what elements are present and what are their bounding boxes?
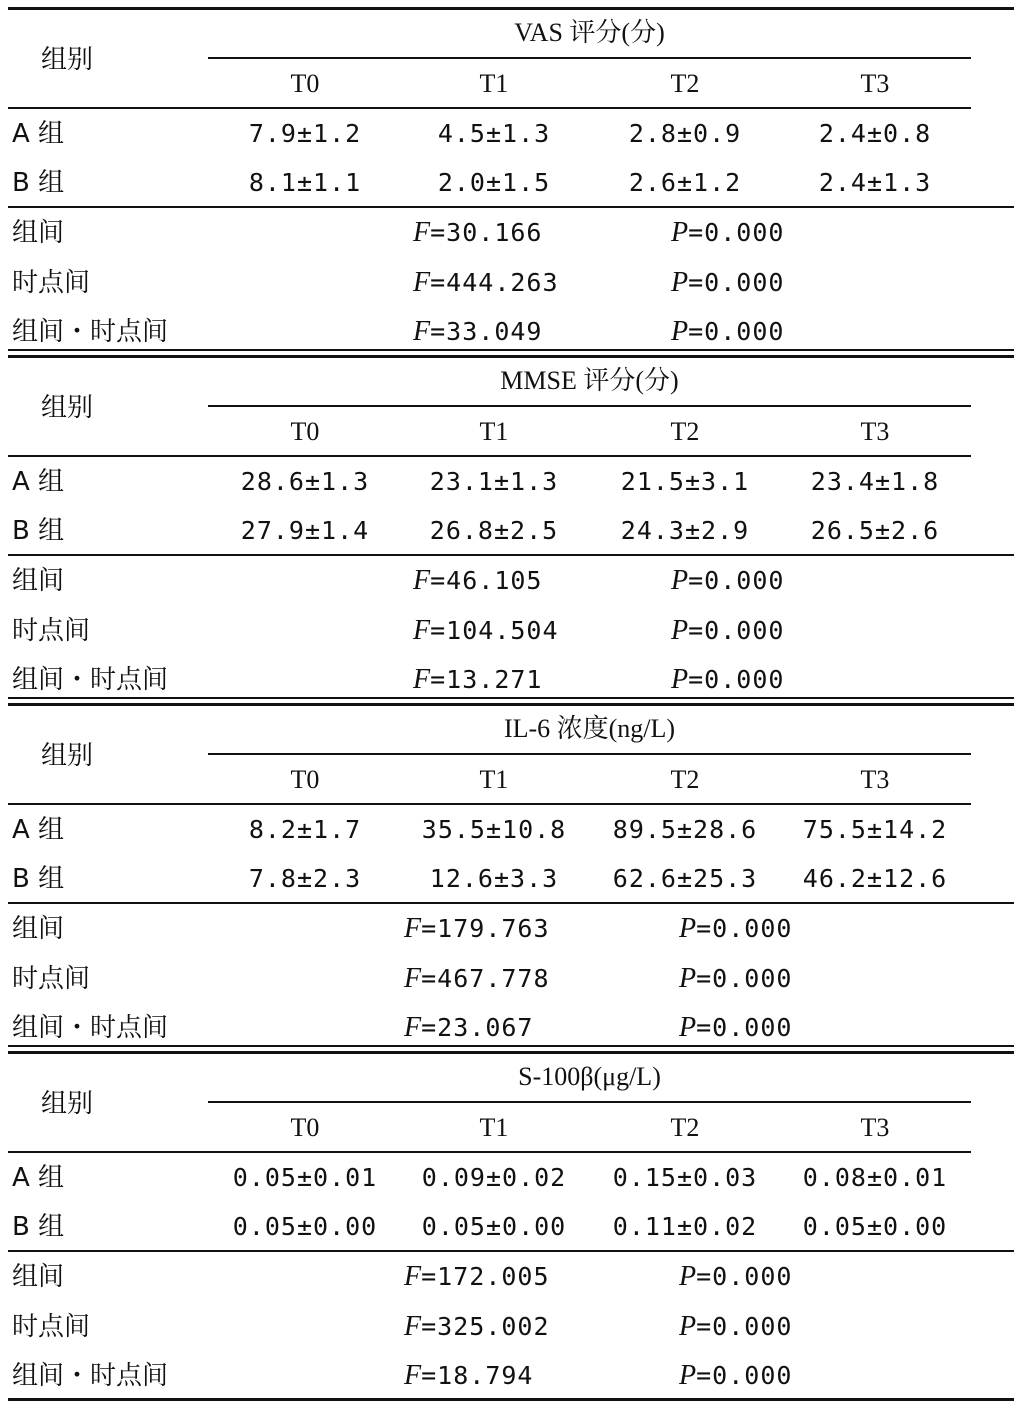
p-symbol: P [671,316,689,347]
group-a-t2: 21.5±3.1 [620,467,750,496]
group-b-t2: 2.6±1.2 [628,168,742,197]
bottom-rule [8,1398,1014,1401]
f-symbol: F [413,565,431,596]
group-b-t0: 7.8±2.3 [248,864,362,893]
p-symbol: P [671,267,689,298]
p-value: =0.000 [696,1262,793,1291]
interaction-label: 组间・时点间 [12,665,169,695]
between-label: 组间 [12,566,65,596]
group-a-t1: 0.09±0.02 [421,1163,567,1192]
f-value: =33.049 [430,317,543,346]
col-t3: T3 [860,1113,890,1142]
group-b-t1: 0.05±0.00 [421,1212,567,1241]
col-t1: T1 [479,417,509,446]
p-value: =0.000 [688,665,785,694]
p-value: =0.000 [688,218,785,247]
col-t2: T2 [670,765,700,794]
group-a-t0: 28.6±1.3 [240,467,370,496]
time-f [404,964,550,994]
p-symbol: P [679,913,697,944]
f-symbol: F [413,615,431,646]
p-symbol: P [671,565,689,596]
group-b-label: B 组 [12,516,65,546]
stats-rule [8,1250,1014,1252]
header-rule [208,1101,971,1103]
between-f [404,1262,550,1292]
interaction-p [671,317,784,347]
p-symbol: P [679,1012,697,1043]
between-label: 组间 [12,218,65,248]
f-value: =104.504 [430,616,559,645]
group-a-t0: 0.05±0.01 [232,1163,378,1192]
time-p [671,268,784,298]
group-a-label: A 组 [12,467,65,497]
p-value: =0.000 [696,1013,793,1042]
group-header: 组别 [41,741,94,771]
section-title: MMSE 评分(分) [500,366,679,395]
f-symbol: F [413,267,431,298]
col-t0: T0 [290,69,320,98]
header-rule [208,753,971,755]
header-rule [208,405,971,407]
p-symbol: P [679,1360,697,1391]
group-b-t3: 0.05±0.00 [802,1212,948,1241]
group-a-t1: 35.5±10.8 [421,815,567,844]
time-f [413,616,559,646]
table-section [8,7,1014,355]
group-b-t3: 46.2±12.6 [802,864,948,893]
interaction-p [679,1013,792,1043]
col-t2: T2 [670,1113,700,1142]
group-a-t1: 23.1±1.3 [429,467,559,496]
p-value: =0.000 [696,914,793,943]
top-rule [8,7,1014,10]
time-label: 时点间 [12,616,91,646]
f-value: =30.166 [430,218,543,247]
section-title: VAS 评分(分) [514,18,665,47]
time-label: 时点间 [12,1312,91,1342]
between-f [404,914,550,944]
column-rule [8,1151,971,1153]
group-a-t2: 0.15±0.03 [612,1163,758,1192]
between-label: 组间 [12,1262,65,1292]
f-symbol: F [404,1311,422,1342]
table-section [8,355,1014,703]
interaction-f [413,665,542,695]
f-symbol: F [413,217,431,248]
col-t3: T3 [860,765,890,794]
p-value: =0.000 [688,268,785,297]
group-a-t3: 0.08±0.01 [802,1163,948,1192]
f-value: =467.778 [421,964,550,993]
column-rule [8,803,971,805]
group-a-t1: 4.5±1.3 [437,119,551,148]
f-value: =46.105 [430,566,543,595]
p-value: =0.000 [688,616,785,645]
group-b-label: B 组 [12,1212,65,1242]
col-t1: T1 [479,1113,509,1142]
col-t3: T3 [860,69,890,98]
table-section [8,703,1014,1051]
group-a-t2: 89.5±28.6 [612,815,758,844]
p-symbol: P [671,664,689,695]
p-value: =0.000 [688,317,785,346]
group-b-t0: 27.9±1.4 [240,516,370,545]
f-symbol: F [404,913,422,944]
time-p [679,1312,792,1342]
header-rule [208,57,971,59]
group-a-t3: 23.4±1.8 [810,467,940,496]
group-b-t2: 24.3±2.9 [620,516,750,545]
col-t0: T0 [290,765,320,794]
group-b-t3: 26.5±2.6 [810,516,940,545]
f-value: =444.263 [430,268,559,297]
group-b-t1: 2.0±1.5 [437,168,551,197]
section-title: IL-6 浓度(ng/L) [503,714,676,743]
group-header: 组别 [41,393,94,423]
between-p [671,566,784,596]
group-b-t3: 2.4±1.3 [818,168,932,197]
f-value: =325.002 [421,1312,550,1341]
between-f [413,218,542,248]
group-header: 组别 [41,1089,94,1119]
group-b-t2: 62.6±25.3 [612,864,758,893]
p-symbol: P [671,615,689,646]
group-a-t3: 2.4±0.8 [818,119,932,148]
col-t0: T0 [290,417,320,446]
interaction-p [671,665,784,695]
double-rule [8,697,1014,699]
interaction-p [679,1361,792,1391]
col-t2: T2 [670,69,700,98]
between-label: 组间 [12,914,65,944]
group-a-label: A 组 [12,815,65,845]
f-symbol: F [413,316,431,347]
p-value: =0.000 [696,1361,793,1390]
group-a-label: A 组 [12,1163,65,1193]
between-p [679,914,792,944]
interaction-f [404,1361,533,1391]
top-rule [8,1051,1014,1054]
f-symbol: F [404,1360,422,1391]
between-p [671,218,784,248]
group-a-t0: 7.9±1.2 [248,119,362,148]
p-symbol: P [671,217,689,248]
f-symbol: F [413,664,431,695]
p-symbol: P [679,1311,697,1342]
f-symbol: F [404,1261,422,1292]
time-label: 时点间 [12,268,91,298]
stats-rule [8,206,1014,208]
section-title: S-100β(μg/L) [518,1062,661,1091]
col-t1: T1 [479,69,509,98]
group-header: 组别 [41,45,94,75]
f-value: =18.794 [421,1361,534,1390]
col-t1: T1 [479,765,509,794]
stats-rule [8,554,1014,556]
f-symbol: F [404,1012,422,1043]
table-section [8,1051,1014,1399]
top-rule [8,703,1014,706]
interaction-f [413,317,542,347]
double-rule [8,1045,1014,1047]
time-f [404,1312,550,1342]
col-t2: T2 [670,417,700,446]
interaction-label: 组间・时点间 [12,317,169,347]
column-rule [8,455,971,457]
interaction-label: 组间・时点间 [12,1013,169,1043]
time-p [679,964,792,994]
f-value: =23.067 [421,1013,534,1042]
group-a-label: A 组 [12,119,65,149]
group-b-t2: 0.11±0.02 [612,1212,758,1241]
group-b-label: B 组 [12,864,65,894]
group-b-t1: 26.8±2.5 [429,516,559,545]
time-f [413,268,559,298]
group-b-t1: 12.6±3.3 [429,864,559,893]
stats-rule [8,902,1014,904]
group-a-t2: 2.8±0.9 [628,119,742,148]
p-value: =0.000 [696,964,793,993]
interaction-f [404,1013,533,1043]
f-value: =13.271 [430,665,543,694]
p-value: =0.000 [688,566,785,595]
p-value: =0.000 [696,1312,793,1341]
f-value: =179.763 [421,914,550,943]
double-rule [8,349,1014,351]
f-value: =172.005 [421,1262,550,1291]
top-rule [8,355,1014,358]
time-p [671,616,784,646]
p-symbol: P [679,1261,697,1292]
between-f [413,566,542,596]
time-label: 时点间 [12,964,91,994]
group-b-t0: 8.1±1.1 [248,168,362,197]
column-rule [8,107,971,109]
p-symbol: P [679,963,697,994]
interaction-label: 组间・时点间 [12,1361,169,1391]
group-a-t0: 8.2±1.7 [248,815,362,844]
f-symbol: F [404,963,422,994]
col-t3: T3 [860,417,890,446]
group-b-label: B 组 [12,168,65,198]
group-b-t0: 0.05±0.00 [232,1212,378,1241]
between-p [679,1262,792,1292]
col-t0: T0 [290,1113,320,1142]
group-a-t3: 75.5±14.2 [802,815,948,844]
